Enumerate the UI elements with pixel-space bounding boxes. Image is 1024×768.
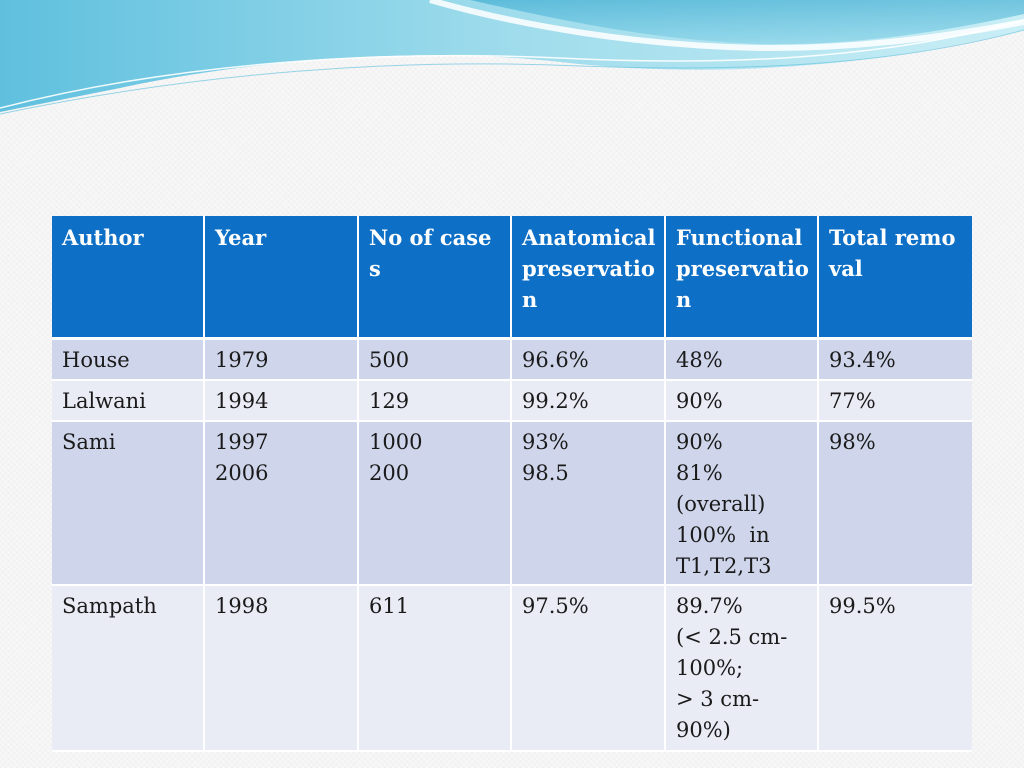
header-functional-preservation: Functional preservation — [666, 216, 819, 340]
header-author: Author — [52, 216, 205, 340]
cell-anatomical-line: 98.5 — [522, 461, 569, 485]
cell-cases-line: 611 — [369, 594, 410, 618]
cell-anatomical — [512, 422, 666, 586]
cell-anatomical — [512, 340, 666, 381]
cell-functional-line: (overall) — [676, 492, 766, 516]
table-row — [52, 586, 972, 752]
cell-functional-line: 90% — [676, 389, 723, 413]
header-total-removal: Total removal — [819, 216, 972, 340]
cell-functional — [666, 422, 819, 586]
cell-functional-line: 90% — [676, 430, 723, 454]
cell-functional-line: > 3 cm- — [676, 687, 760, 711]
cell-year — [205, 422, 359, 586]
cell-author: House — [52, 340, 205, 381]
cell-cases — [359, 381, 512, 422]
cell-functional-line: (< 2.5 cm- — [676, 625, 788, 649]
cell-year-line: 1997 — [215, 430, 269, 454]
cell-cases-line: 129 — [369, 389, 410, 413]
cell-cases — [359, 586, 512, 752]
cell-total-removal: 93.4% — [819, 340, 972, 381]
cell-functional — [666, 586, 819, 752]
cell-year-line: 1979 — [215, 348, 269, 372]
cell-anatomical-line: 96.6% — [522, 348, 589, 372]
cell-cases — [359, 422, 512, 586]
cell-cases — [359, 340, 512, 381]
cell-author: Sami — [52, 422, 205, 586]
cell-year-line: 2006 — [215, 461, 269, 485]
table-row — [52, 381, 972, 422]
cell-total-removal: 77% — [819, 381, 972, 422]
cell-functional-line: 89.7% — [676, 594, 743, 618]
table-row — [52, 340, 972, 381]
cell-functional-line: 90%) — [676, 718, 731, 742]
cell-functional-line: T1,T2,T3 — [676, 554, 772, 578]
header-year: Year — [205, 216, 359, 340]
cell-functional-line: 100% in — [676, 523, 770, 547]
cell-total-removal: 98% — [819, 422, 972, 586]
cell-functional — [666, 340, 819, 381]
header-cases: No of cases — [359, 216, 512, 340]
cell-anatomical — [512, 381, 666, 422]
cell-anatomical — [512, 586, 666, 752]
cell-cases-line: 1000 — [369, 430, 423, 454]
cell-anatomical-line: 93% — [522, 430, 569, 454]
cell-cases-line: 500 — [369, 348, 410, 372]
cell-functional — [666, 381, 819, 422]
cell-functional-line: 100%; — [676, 656, 744, 680]
cell-year — [205, 340, 359, 381]
table-row — [52, 422, 972, 586]
cell-anatomical-line: 97.5% — [522, 594, 589, 618]
cell-year — [205, 586, 359, 752]
decorative-wave-header — [0, 0, 1024, 120]
cell-functional-line: 81% — [676, 461, 723, 485]
table-header-row — [52, 216, 972, 340]
results-table — [52, 216, 972, 752]
cell-year-line: 1994 — [215, 389, 269, 413]
cell-author: Lalwani — [52, 381, 205, 422]
cell-anatomical-line: 99.2% — [522, 389, 589, 413]
cell-year — [205, 381, 359, 422]
cell-functional-line: 48% — [676, 348, 723, 372]
header-anatomical-preservation: Anatomical preservation — [512, 216, 666, 340]
cell-cases-line: 200 — [369, 461, 410, 485]
cell-year-line: 1998 — [215, 594, 269, 618]
cell-author: Sampath — [52, 586, 205, 752]
cell-total-removal: 99.5% — [819, 586, 972, 752]
